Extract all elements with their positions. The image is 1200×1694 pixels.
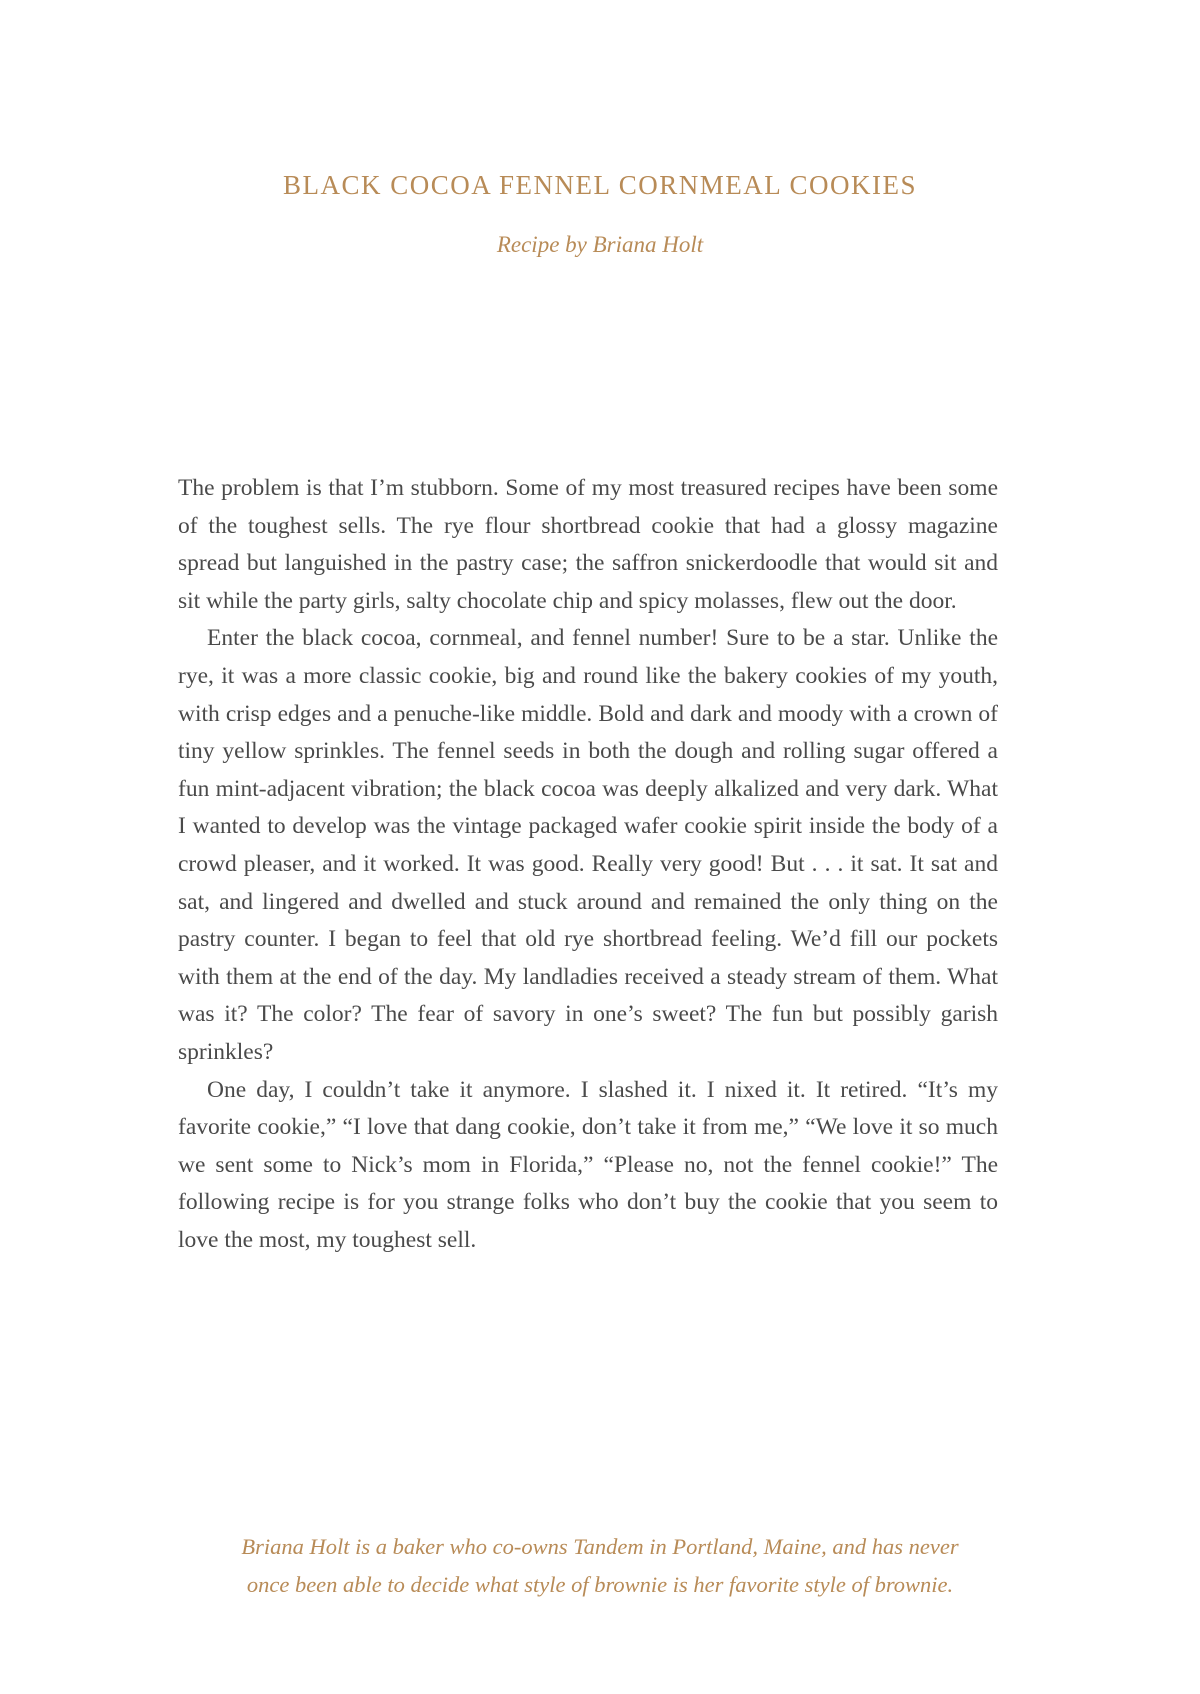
intro-paragraph-3: One day, I couldn’t take it anymore. I slashed it. I nixed it. It retired. “It’s my favorite cookie,” “I love that dang cookie, don’t take it from me,” “We love it so much we sent some to Nick’s mom in Florida,” “Please no, not the fennel cookie!” The following recipe is for you strange folks who don’t buy the cookie that you seem to love the most, my toughest sell. bbox=[178, 1076, 998, 1253]
intro-paragraph-1: The problem is that I’m stubborn. Some of my most treasured recipes have been some of the toughest sells. The rye flour shortbread cookie that had a glossy magazine spread but languished in the pastry case; the saffron snickerdoodle that would sit and sit while the party girls, salty chocolate chip and spicy molasses, flew out the door. bbox=[178, 475, 998, 614]
intro-paragraph-2: Enter the black cocoa, cornmeal, and fennel number! Sure to be a star. Unlike the rye, it was a more classic cookie, big and round like the bakery cookies of my youth, with crisp edges and a penuche-like middle. Bold and dark and moody with a crown of tiny yellow sprinkles. The fennel seeds in both the dough and rolling sugar offered a fun mint-adjacent vibration; the black cocoa was deeply alkalized and very dark. What I wanted to develop was the vintage packaged wafer cookie spirit inside the body of a crowd pleaser, and it worked. It was good. Really very good! But . . . it sat. It sat and sat, and lingered and dwelled and stuck around and remained the only thing on the pastry counter. I began to feel that old rye shortbread feeling. We’d fill our pockets with them at the end of the day. My landladies received a steady stream of them. What was it? The color? The fear of savory in one’s sweet? The fun but possibly garish sprinkles? bbox=[178, 625, 998, 1065]
author-bio-line-2: once been able to decide what style of brownie is her favorite style of brownie. bbox=[246, 1572, 954, 1597]
author-bio-line-1: Briana Holt is a baker who co-owns Tandem in Portland, Maine, and has never bbox=[241, 1534, 959, 1559]
author-bio bbox=[150, 1528, 1050, 1604]
recipe-intro-text bbox=[178, 470, 998, 1259]
recipe-title: BLACK COCOA FENNEL CORNMEAL COOKIES bbox=[282, 170, 918, 200]
recipe-byline: Recipe by Briana Holt bbox=[496, 232, 704, 257]
